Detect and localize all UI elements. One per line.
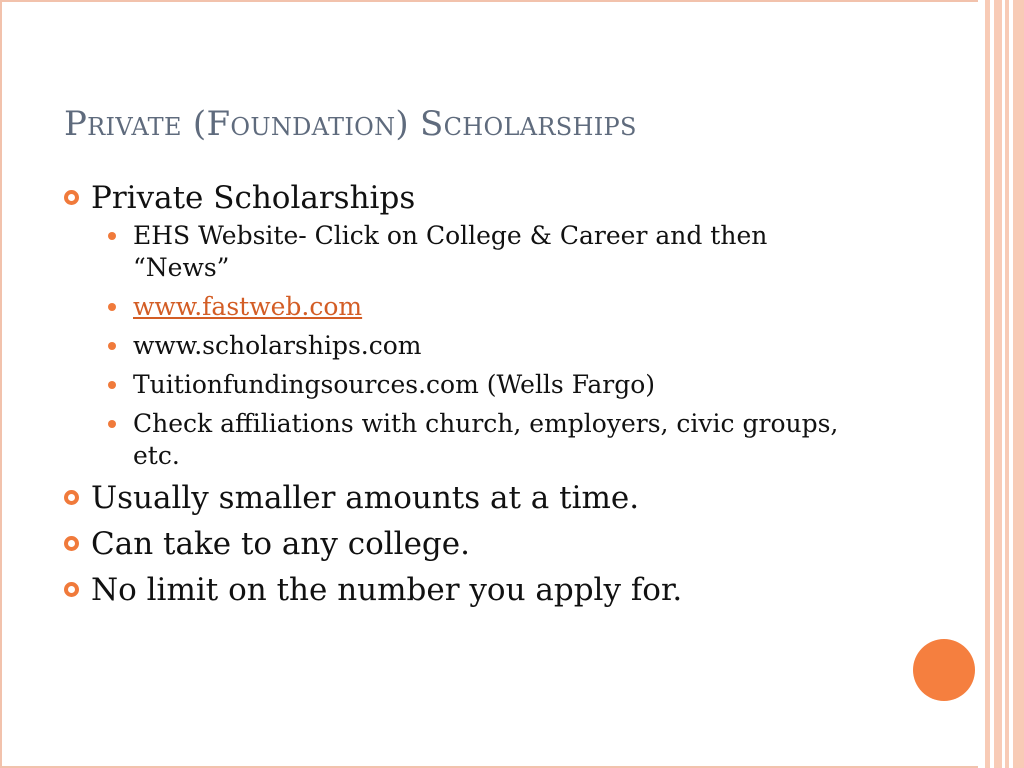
sub-bullet-text: EHS Website- Click on College & Career and then “News” [133,221,768,282]
bullet-text: Can take to any college. [91,526,470,562]
sub-bullet-text: www.scholarships.com [133,331,422,360]
sub-bullet-list [108,220,884,472]
decorative-circle [913,639,975,701]
dot-bullet-icon [108,232,116,240]
ring-bullet-icon [64,490,79,505]
bullet-text: No limit on the number you apply for. [91,572,683,608]
decorative-stripe [1013,0,1024,768]
right-decorative-stripes [978,0,1024,768]
sub-bullet-affiliations [108,408,884,472]
bullet-smaller-amounts [64,480,884,516]
sub-bullet-fastweb [108,291,884,323]
dot-bullet-icon [108,381,116,389]
sub-bullet-text: Check affiliations with church, employers, civic groups, etc. [133,409,839,470]
sub-bullet-scholarships-com [108,330,884,362]
bullet-text: Usually smaller amounts at a time. [91,480,640,516]
bullet-list [64,180,884,618]
dot-bullet-icon [108,420,116,428]
fastweb-link[interactable]: www.fastweb.com [133,292,363,321]
sub-bullet-tuition-funding-sources [108,369,884,401]
decorative-stripe [994,0,1002,768]
sub-bullet-ehs-website [108,220,884,284]
sub-bullet-text: Tuitionfundingsources.com (Wells Fargo) [133,370,656,399]
ring-bullet-icon [64,536,79,551]
slide-top-border [0,0,1024,2]
bullet-no-limit [64,572,884,608]
bullet-private-scholarships [64,180,884,216]
slide-left-border [0,0,2,768]
bullet-text: Private Scholarships [91,180,416,216]
slide-title: Private (Foundation) Scholarships [64,104,637,144]
bullet-any-college [64,526,884,562]
ring-bullet-icon [64,582,79,597]
dot-bullet-icon [108,303,116,311]
dot-bullet-icon [108,342,116,350]
ring-bullet-icon [64,190,79,205]
stripe-gap [978,0,985,768]
